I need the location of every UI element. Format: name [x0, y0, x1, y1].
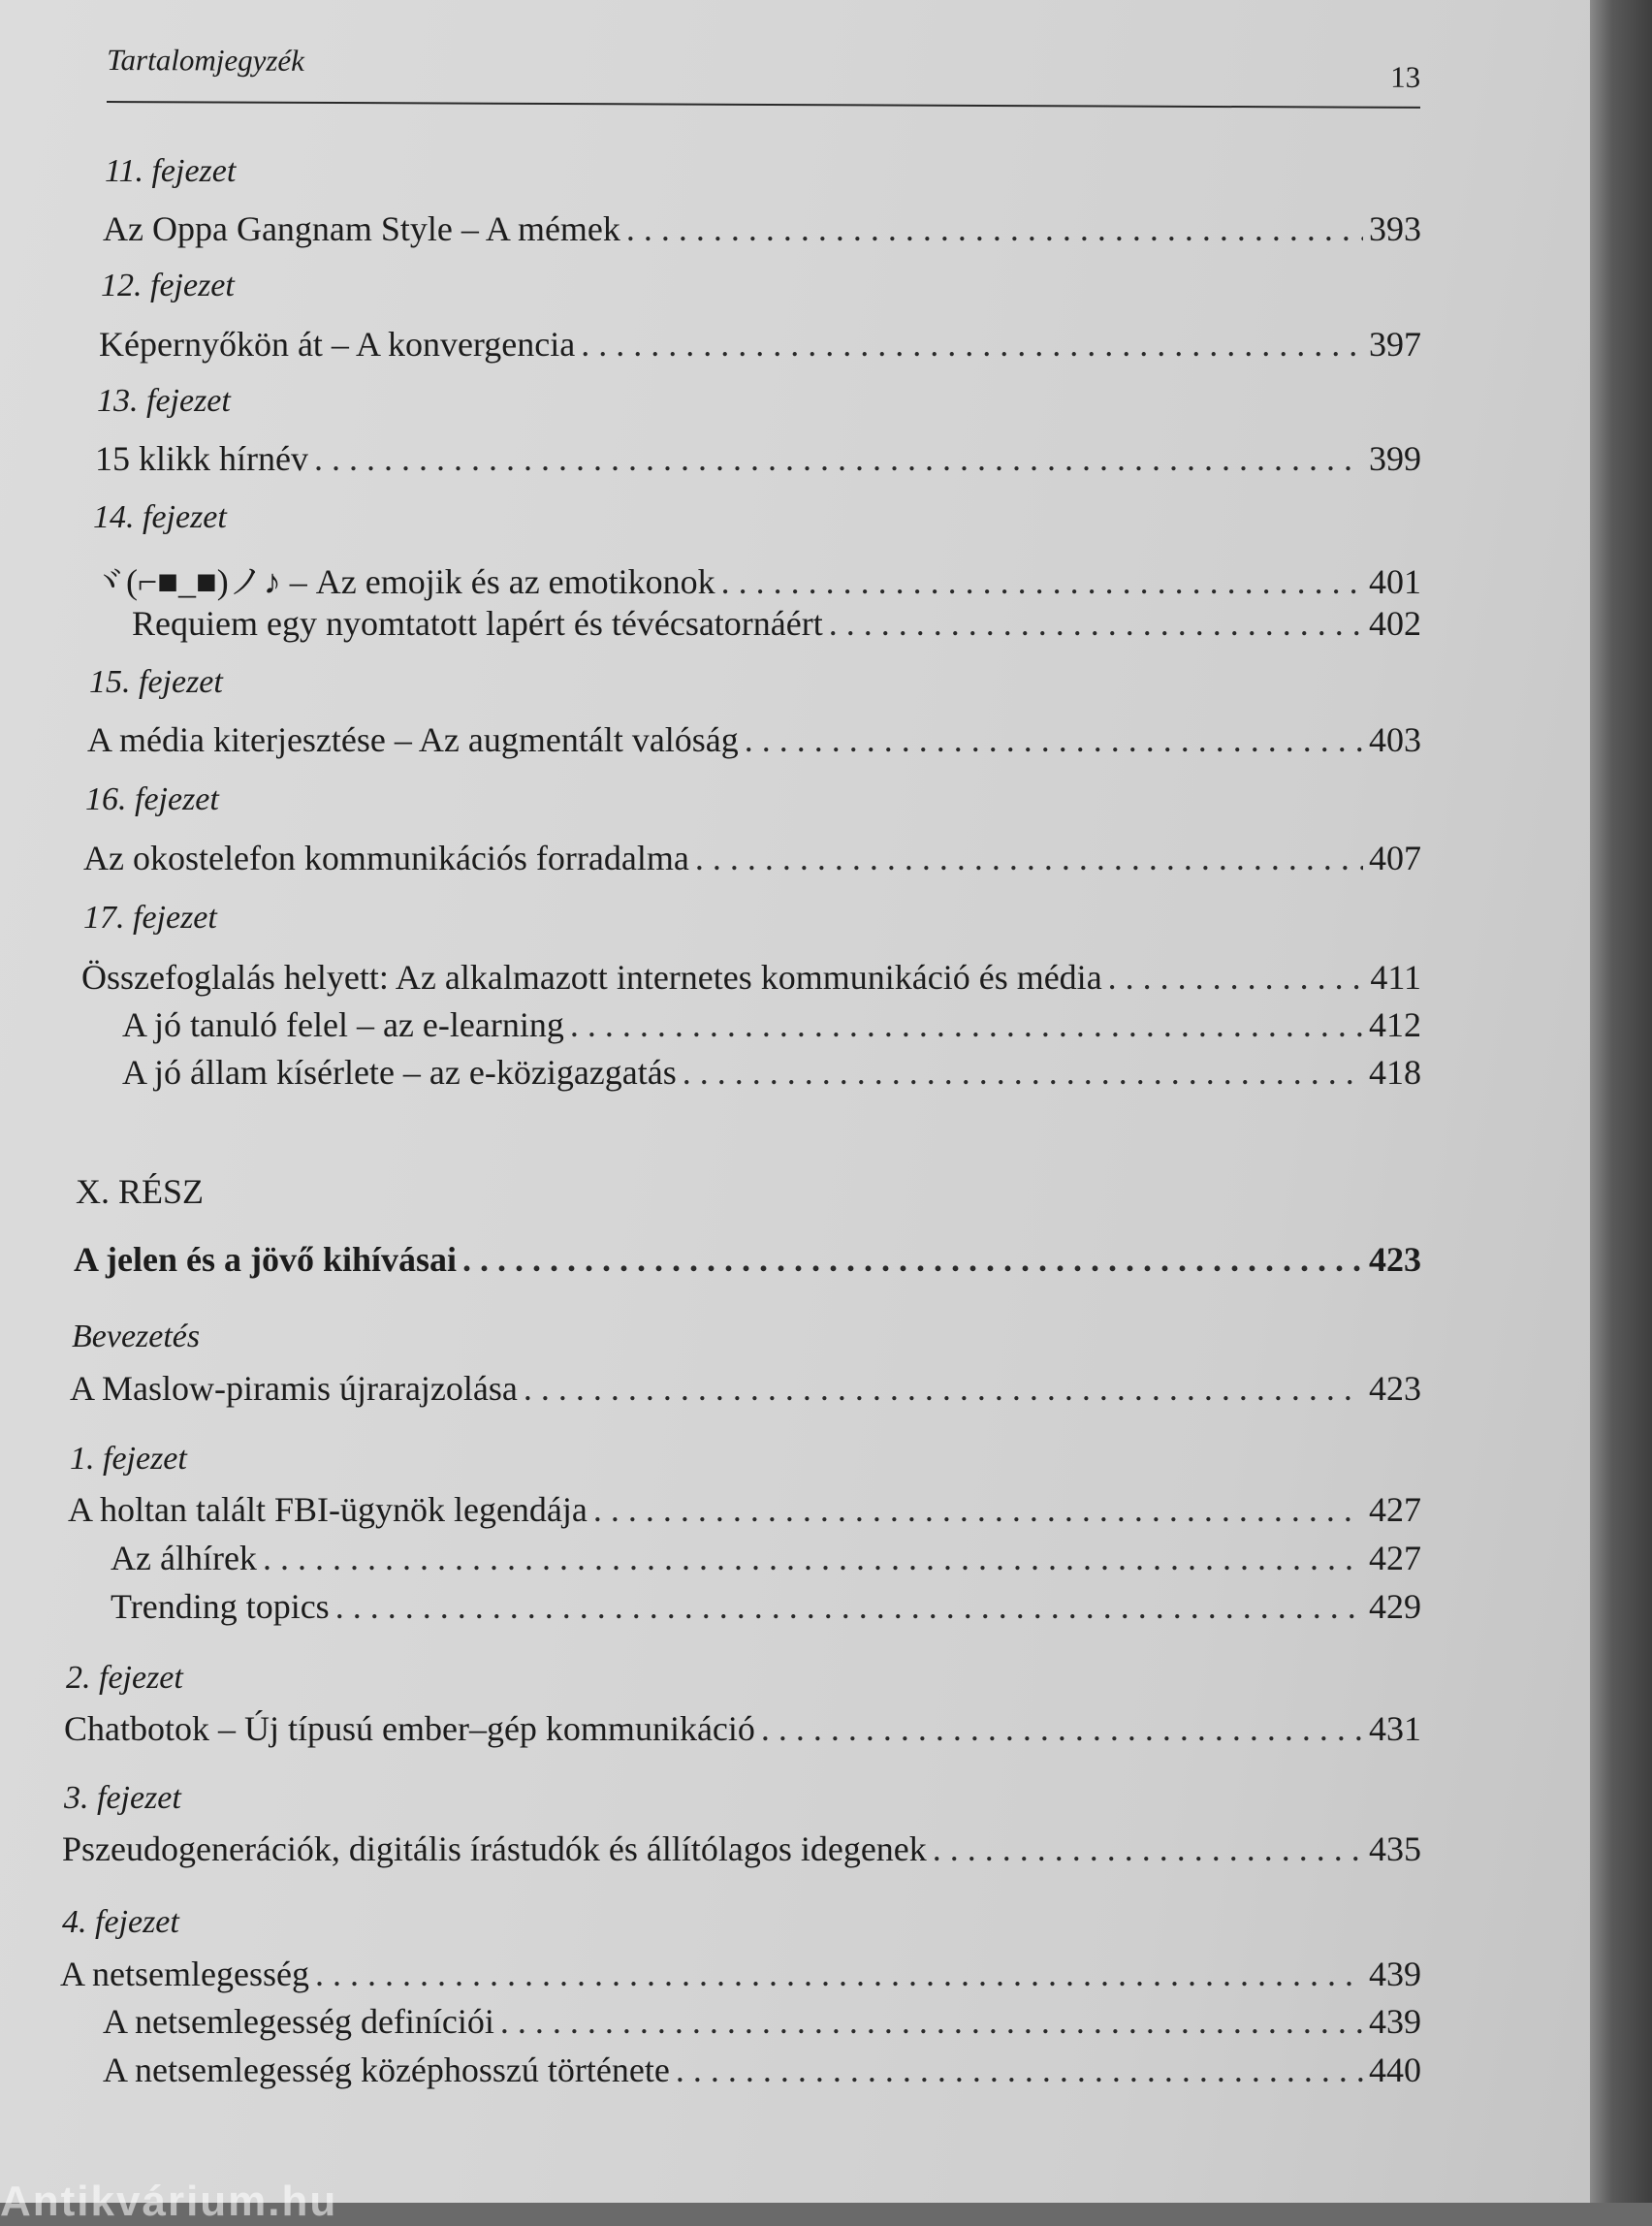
dot-leader [570, 1004, 1363, 1045]
toc-entry[interactable] [91, 555, 1421, 601]
toc-entry-title: A holtan talált FBI-ügynök legendája [68, 1490, 588, 1529]
chapter-label: 13. fejezet [97, 383, 231, 419]
toc-entry-page: 403 [1369, 720, 1421, 759]
dot-leader [581, 324, 1363, 365]
dot-leader [524, 1368, 1363, 1409]
dot-leader [593, 1489, 1363, 1530]
toc-entry[interactable] [103, 208, 1421, 255]
toc-entry-page: 407 [1369, 839, 1421, 877]
toc-subentry-title: Trending topics [111, 1587, 330, 1626]
toc-subentry[interactable] [111, 1538, 1421, 1584]
part-page: 423 [1369, 1240, 1421, 1279]
part-title-entry[interactable] [74, 1239, 1421, 1286]
dot-leader [263, 1538, 1363, 1578]
toc-subentry-title: A netsemlegesség definíciói [103, 2002, 494, 2041]
toc-subentry-title: A jó tanuló felel – az e-learning [122, 1005, 564, 1044]
chapter-label: 2. fejezet [66, 1660, 183, 1696]
toc-subentry-page: 429 [1369, 1587, 1421, 1626]
toc-entry[interactable] [87, 719, 1421, 766]
toc-subentry-page: 427 [1369, 1539, 1421, 1577]
toc-entry[interactable] [70, 1368, 1421, 1415]
toc-entry-page: 411 [1370, 958, 1421, 997]
watermark: Antikvárium.hu [0, 2178, 338, 2225]
chapter-label: 4. fejezet [62, 1904, 179, 1940]
chapter-label: 11. fejezet [105, 153, 237, 189]
toc-entry-page: 435 [1369, 1829, 1421, 1868]
toc-entry-page: 401 [1369, 562, 1421, 601]
toc-entry-title: Az okostelefon kommunikációs forradalma [83, 839, 689, 877]
toc-entry[interactable] [95, 438, 1421, 485]
dot-leader [335, 1586, 1363, 1627]
toc-entry-title: A netsemlegesség [60, 1955, 309, 1993]
toc-subentry[interactable] [132, 603, 1421, 650]
toc-entry[interactable] [83, 838, 1421, 884]
toc-entry-page: 439 [1369, 1955, 1421, 1993]
chapter-label: 3. fejezet [64, 1780, 181, 1816]
chapter-label: 14. fejezet [93, 499, 227, 535]
chapter-label: 15. fejezet [89, 664, 223, 700]
toc-entry-page: 393 [1369, 209, 1421, 248]
toc-entry-page: 399 [1369, 439, 1421, 478]
chapter-label: 12. fejezet [101, 268, 235, 303]
book-spine-shadow [1590, 0, 1652, 2203]
dot-leader [761, 1708, 1363, 1749]
toc-entry-title: 15 klikk hírnév [95, 439, 308, 478]
dot-leader [721, 561, 1363, 602]
chapter-label: 1. fejezet [70, 1441, 187, 1477]
toc-subentry[interactable] [122, 1052, 1421, 1098]
toc-subentry-page: 402 [1369, 604, 1421, 643]
dot-leader [933, 1828, 1363, 1869]
toc-subentry[interactable] [103, 2050, 1421, 2096]
toc-subentry-title: Az álhírek [111, 1539, 257, 1577]
chapter-label: 16. fejezet [85, 781, 219, 817]
toc-entry-page: 431 [1369, 1709, 1421, 1748]
toc-entry[interactable] [81, 957, 1421, 1003]
toc-entry-page: 427 [1369, 1490, 1421, 1529]
toc-subentry-title: Requiem egy nyomtatott lapért és tévécsatornáért [132, 604, 823, 643]
toc-entry[interactable] [60, 1954, 1421, 2000]
toc-subentry[interactable] [122, 1004, 1421, 1051]
toc-entry-title: Chatbotok – Új típusú ember–gép kommunikáció [64, 1709, 755, 1748]
toc-subentry-title: A netsemlegesség középhosszú története [103, 2051, 670, 2089]
dot-leader [745, 719, 1363, 760]
toc-entry-title: Összefoglalás helyett: Az alkalmazott internetes kommunikáció és média [81, 958, 1102, 997]
dot-leader [314, 438, 1363, 479]
toc-subentry-title: A jó állam kísérlete – az e-közigazgatás [122, 1053, 677, 1092]
toc-entry-title: ヾ(⌐■_■)ノ♪ – Az emojik és az emotikonok [91, 562, 715, 601]
toc-subentry-page: 412 [1369, 1005, 1421, 1044]
toc-entry-title: A média kiterjesztése – Az augmentált valóság [87, 720, 739, 759]
page-number: 13 [1390, 59, 1421, 94]
toc-entry[interactable] [99, 324, 1421, 370]
toc-subentry[interactable] [111, 1586, 1421, 1633]
running-title: Tartalomjegyzék [107, 43, 305, 78]
toc-entry-page: 397 [1369, 325, 1421, 364]
dot-leader [462, 1239, 1363, 1280]
toc-entry-title: Az Oppa Gangnam Style – A mémek [103, 209, 620, 248]
toc-entry-title: Pszeudogenerációk, digitális írástudók és állítólagos idegenek [62, 1829, 927, 1868]
toc-subentry-page: 418 [1369, 1053, 1421, 1092]
toc-entry[interactable] [64, 1708, 1421, 1755]
chapter-label: 17. fejezet [83, 900, 217, 936]
toc-subentry[interactable] [103, 2001, 1421, 2048]
dot-leader [500, 2001, 1363, 2042]
toc-entry-title: A Maslow-piramis újrarajzolása [70, 1369, 518, 1408]
toc-entry[interactable] [68, 1489, 1421, 1536]
dot-leader [676, 2050, 1363, 2090]
dot-leader [315, 1954, 1363, 1994]
part-title: A jelen és a jövő kihívásai [74, 1240, 458, 1279]
dot-leader [683, 1052, 1363, 1093]
dot-leader [695, 838, 1363, 878]
toc-entry-title: Képernyőkön át – A konvergencia [99, 325, 576, 364]
dot-leader [829, 603, 1363, 644]
chapter-label: Bevezetés [72, 1319, 201, 1354]
part-label: X. RÉSZ [76, 1172, 205, 1211]
toc-subentry-page: 440 [1369, 2051, 1421, 2089]
dot-leader [1108, 957, 1365, 998]
toc-entry-page: 423 [1369, 1369, 1421, 1408]
toc-subentry-page: 439 [1369, 2002, 1421, 2041]
dot-leader [626, 208, 1363, 249]
toc-entry[interactable] [62, 1828, 1421, 1875]
